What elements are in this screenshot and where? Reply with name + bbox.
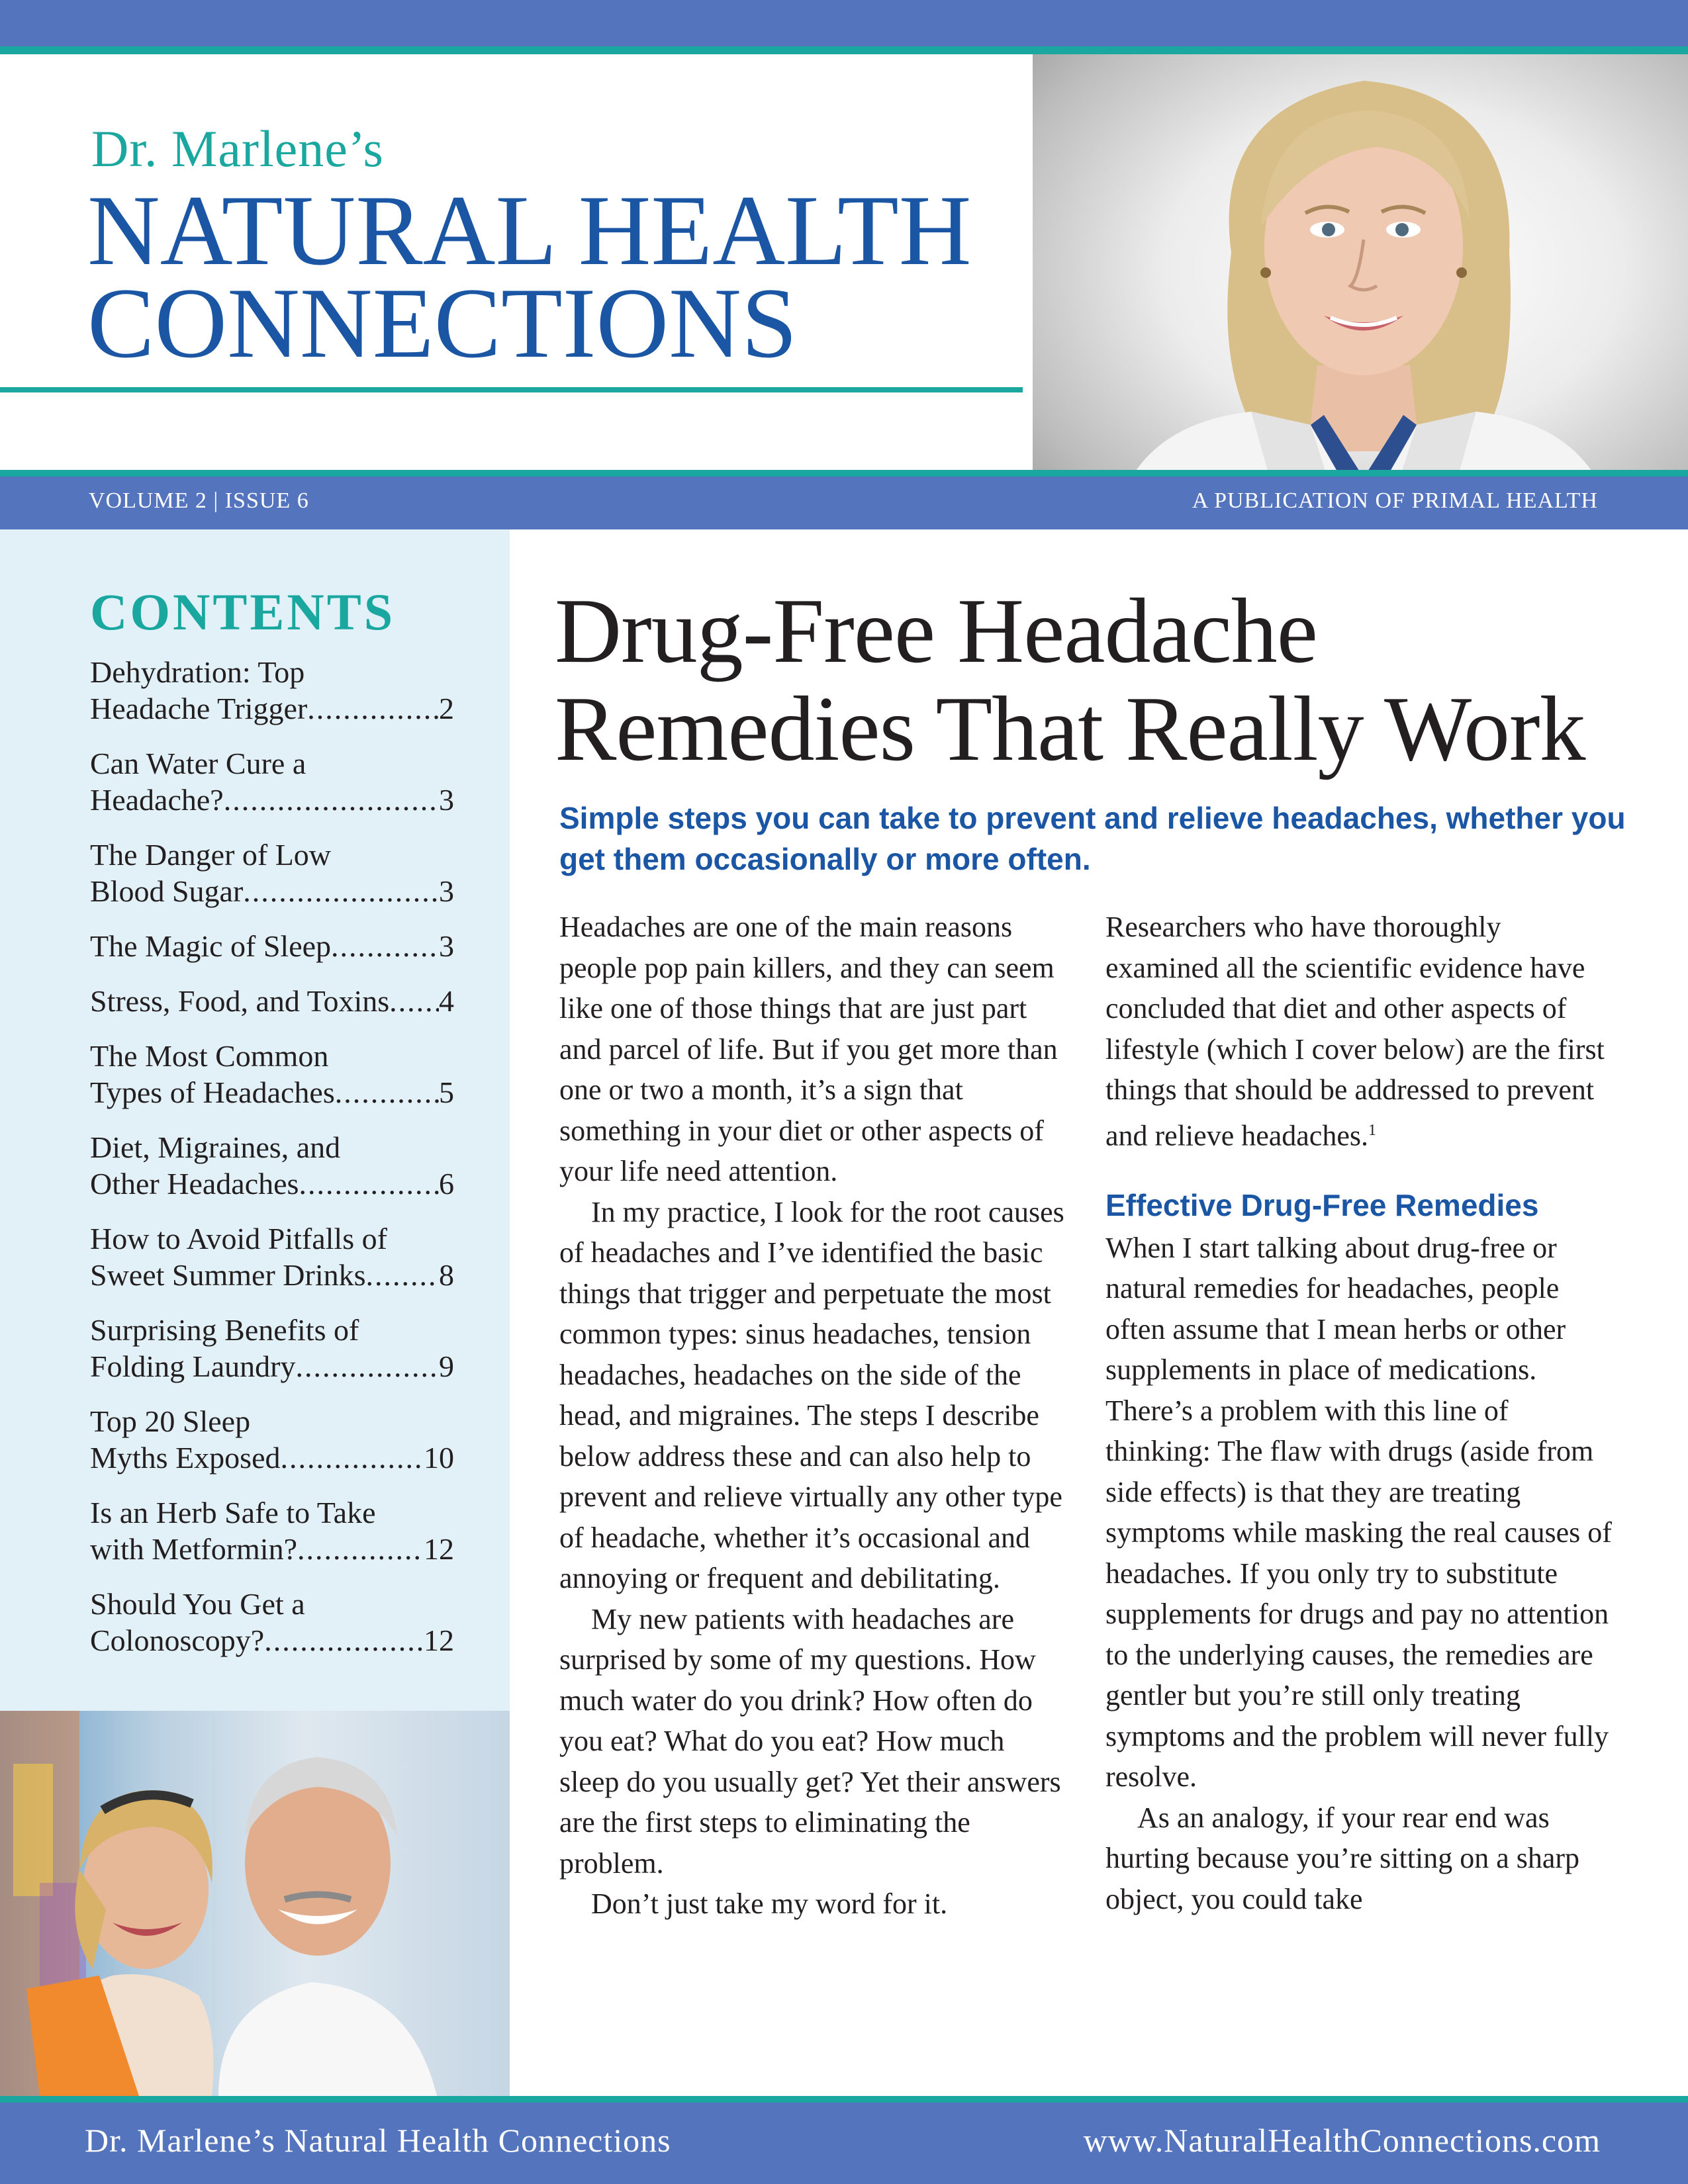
leader-dots [243, 873, 439, 909]
headline-line1: Drug-Free Headache [555, 580, 1317, 682]
contents-item-title: Blood Sugar [90, 874, 244, 908]
contents-item-title: Colonoscopy? [90, 1623, 265, 1657]
doctor-portrait-illustration [1033, 54, 1688, 529]
contents-list [90, 654, 454, 1677]
leader-dots [299, 1165, 439, 1202]
couple-illustration [0, 1711, 510, 2096]
contents-item-line1: How to Avoid Pitfalls of [90, 1222, 387, 1255]
contents-item-title: Headache Trigger [90, 692, 308, 725]
article-column-2 [1105, 907, 1615, 1919]
contents-item-page: 3 [439, 874, 454, 908]
article-headline [555, 582, 1647, 778]
top-band [0, 0, 1688, 46]
contents-item-line1: Top 20 Sleep [90, 1404, 251, 1438]
article-paragraph-text: Researchers who have thoroughly examined all the scientific evidence have concluded that diet and other aspects of lifestyle (which I cover below) are the first things that should be addressed to prevent and relieve headaches. [1105, 911, 1605, 1152]
article-deck: Simple steps you can take to prevent and relieve headaches, whether you get them occasionally or more often. [559, 801, 1626, 876]
couple-photo [0, 1711, 510, 2096]
contents-item-page: 6 [439, 1167, 454, 1201]
contents-item-title: Headache? [90, 783, 224, 817]
contents-item-title: The Magic of Sleep [90, 929, 332, 963]
contents-item-page: 4 [439, 984, 454, 1018]
article-paragraph: When I start talking about drug-free or natural remedies for headaches, people often assume that I mean herbs or other supplements in place of medications. There’s a problem with this line of thinking: The flaw with drugs (aside from side effects) is that they are treating symptoms while masking the real causes of headaches. If you only try to substitute supplements for drugs and pay no attention to the underlying causes, the remedies are gentler but you’re still only treating symptoms and the problem will never fully resolve. [1105, 1231, 1612, 1794]
contents-item-page: 12 [424, 1623, 454, 1657]
contents-item[interactable] [90, 654, 454, 727]
contents-item-page: 12 [424, 1532, 454, 1566]
contents-item-line1: Is an Herb Safe to Take [90, 1496, 376, 1529]
footnote-marker: 1 [1368, 1121, 1376, 1139]
contents-item[interactable] [90, 1220, 454, 1293]
article-subhead: Effective Drug-Free Remedies [1105, 1187, 1539, 1222]
contents-item[interactable] [90, 983, 454, 1019]
leader-dots [281, 1439, 424, 1476]
contents-item-page: 3 [439, 783, 454, 817]
leader-dots [224, 782, 439, 818]
article-paragraph [1105, 907, 1615, 1156]
leader-dots [297, 1531, 424, 1567]
article-column-1 [559, 907, 1069, 1925]
contents-item-line1: Surprising Benefits of [90, 1313, 359, 1347]
contents-item-page: 8 [439, 1258, 454, 1292]
article-paragraph: As an analogy, if your rear end was hurting because you’re sitting on a sharp object, you could take [1105, 1801, 1580, 1915]
leader-dots [366, 1257, 439, 1293]
article-paragraph: Don’t just take my word for it. [591, 1888, 948, 1920]
article-paragraph: Headaches are one of the main reasons people pop pain killers, and they can seem like one of those things that are just part and parcel of life. But if you get more than one or two a month, it’s a sign that something in your diet or other aspects of your life need attention. [559, 911, 1058, 1187]
contents-heading: CONTENTS [90, 583, 396, 641]
contents-item[interactable] [90, 745, 454, 818]
contents-item-title: Myths Exposed [90, 1441, 281, 1475]
contents-item-title: with Metformin? [90, 1532, 297, 1566]
brand-underline [0, 387, 1023, 392]
contents-item-line1: Should You Get a [90, 1587, 305, 1621]
contents-item-line1: The Danger of Low [90, 838, 332, 872]
brand-title-line1: NATURAL HEALTH [87, 175, 972, 286]
contents-item[interactable] [90, 1129, 454, 1202]
contents-item-title: Other Headaches [90, 1167, 299, 1201]
footer-teal-rule [0, 2096, 1688, 2103]
header-teal-rule [0, 470, 1688, 477]
leader-dots [331, 928, 439, 964]
contents-item-title: Folding Laundry [90, 1349, 296, 1383]
contents-item-page: 2 [439, 692, 454, 725]
volume-issue-label: VOLUME 2 | ISSUE 6 [89, 488, 309, 513]
contents-item-page: 9 [439, 1349, 454, 1383]
brand-prefix: Dr. Marlene’s [91, 120, 384, 177]
leader-dots [295, 1348, 439, 1385]
article-paragraph: My new patients with headaches are surprised by some of my questions. How much water do you drink? How often do you eat? What do you eat? How much sleep do you usually get? Yet their answers are the first steps to eliminating the problem. [559, 1602, 1061, 1880]
article-paragraph: In my practice, I look for the root causes of headaches and I’ve identified the basic things that trigger and perpetuate the most common types: sinus headaches, tension headaches, headaches on the side of the head, and migraines. The steps I describe below address these and can also help to prevent and relieve virtually any other type of headache, whether it’s occasional and annoying or frequent and debilitating. [559, 1195, 1064, 1594]
publisher-label: A PUBLICATION OF PRIMAL HEALTH [1192, 488, 1598, 513]
leader-dots [264, 1622, 424, 1659]
contents-item-line1: Can Water Cure a [90, 747, 306, 780]
contents-item-title: Sweet Summer Drinks [90, 1258, 366, 1292]
contents-item[interactable] [90, 837, 454, 909]
top-teal-rule [0, 46, 1688, 54]
contents-item[interactable] [90, 928, 454, 964]
contents-item[interactable] [90, 1038, 454, 1111]
leader-dots [335, 1074, 439, 1111]
contents-item[interactable] [90, 1586, 454, 1659]
leader-dots [389, 983, 439, 1019]
doctor-portrait-photo [1033, 54, 1688, 529]
contents-item-title: Stress, Food, and Toxins [90, 984, 390, 1018]
contents-item-page: 3 [439, 929, 454, 963]
footer-website-link[interactable]: www.NaturalHealthConnections.com [1083, 2122, 1601, 2159]
contents-item[interactable] [90, 1312, 454, 1385]
contents-item-page: 5 [439, 1075, 454, 1109]
brand-title-line2: CONNECTIONS [87, 267, 798, 379]
contents-item-line1: The Most Common [90, 1039, 329, 1073]
headline-line2: Remedies That Really Work [555, 678, 1585, 780]
contents-item-line1: Dehydration: Top [90, 655, 305, 689]
contents-item-title: Types of Headaches [90, 1075, 335, 1109]
contents-item-page: 10 [424, 1441, 454, 1475]
contents-item[interactable] [90, 1403, 454, 1476]
footer-publication-name: Dr. Marlene’s Natural Health Connections [85, 2122, 671, 2159]
contents-item-line1: Diet, Migraines, and [90, 1130, 341, 1164]
contents-item[interactable] [90, 1494, 454, 1567]
leader-dots [307, 690, 439, 727]
